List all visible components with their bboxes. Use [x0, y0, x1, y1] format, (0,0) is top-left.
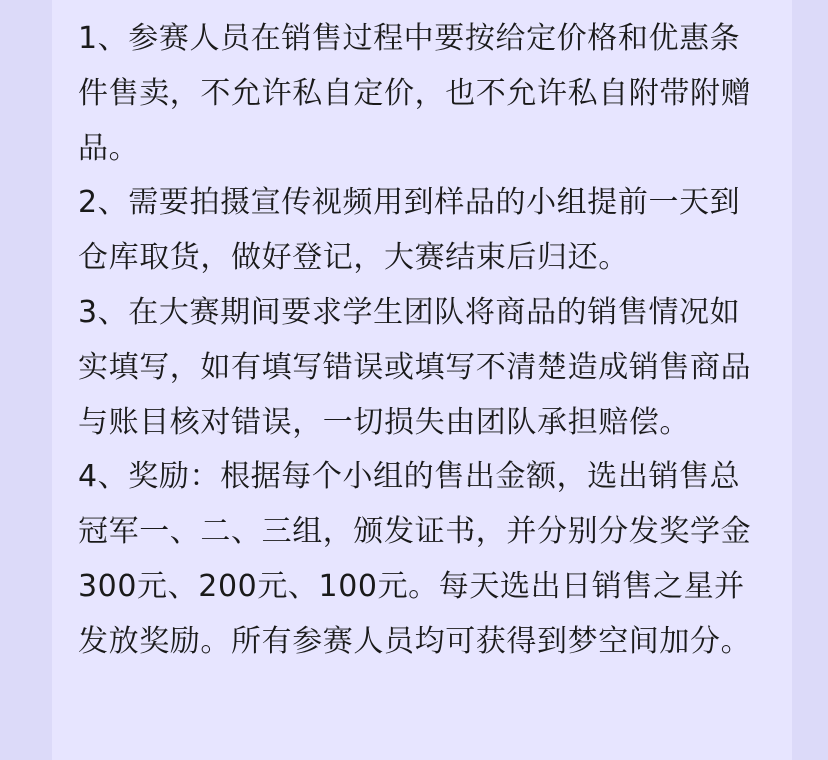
rule-item-4: 4、奖励：根据每个小组的售出金额，选出销售总冠军一、二、三组，颁发证书，并分别分发奖学金300元、200元、100元。每天选出日销售之星并发放奖励。所有参赛人员均可获得到梦空间加分。 [78, 459, 752, 659]
rule-item-3: 3、在大赛期间要求学生团队将商品的销售情况如实填写，如有填写错误或填写不清楚造成销售商品与账目核对错误，一切损失由团队承担赔偿。 [78, 294, 752, 440]
rules-text-block [78, 12, 768, 670]
rule-item-1: 1、参赛人员在销售过程中要按给定价格和优惠条件售卖，不允许私自定价，也不允许私自附带附赠品。 [78, 21, 752, 166]
rule-item-2: 2、需要拍摄宣传视频用到样品的小组提前一天到仓库取货，做好登记，大赛结束后归还。 [78, 185, 741, 276]
